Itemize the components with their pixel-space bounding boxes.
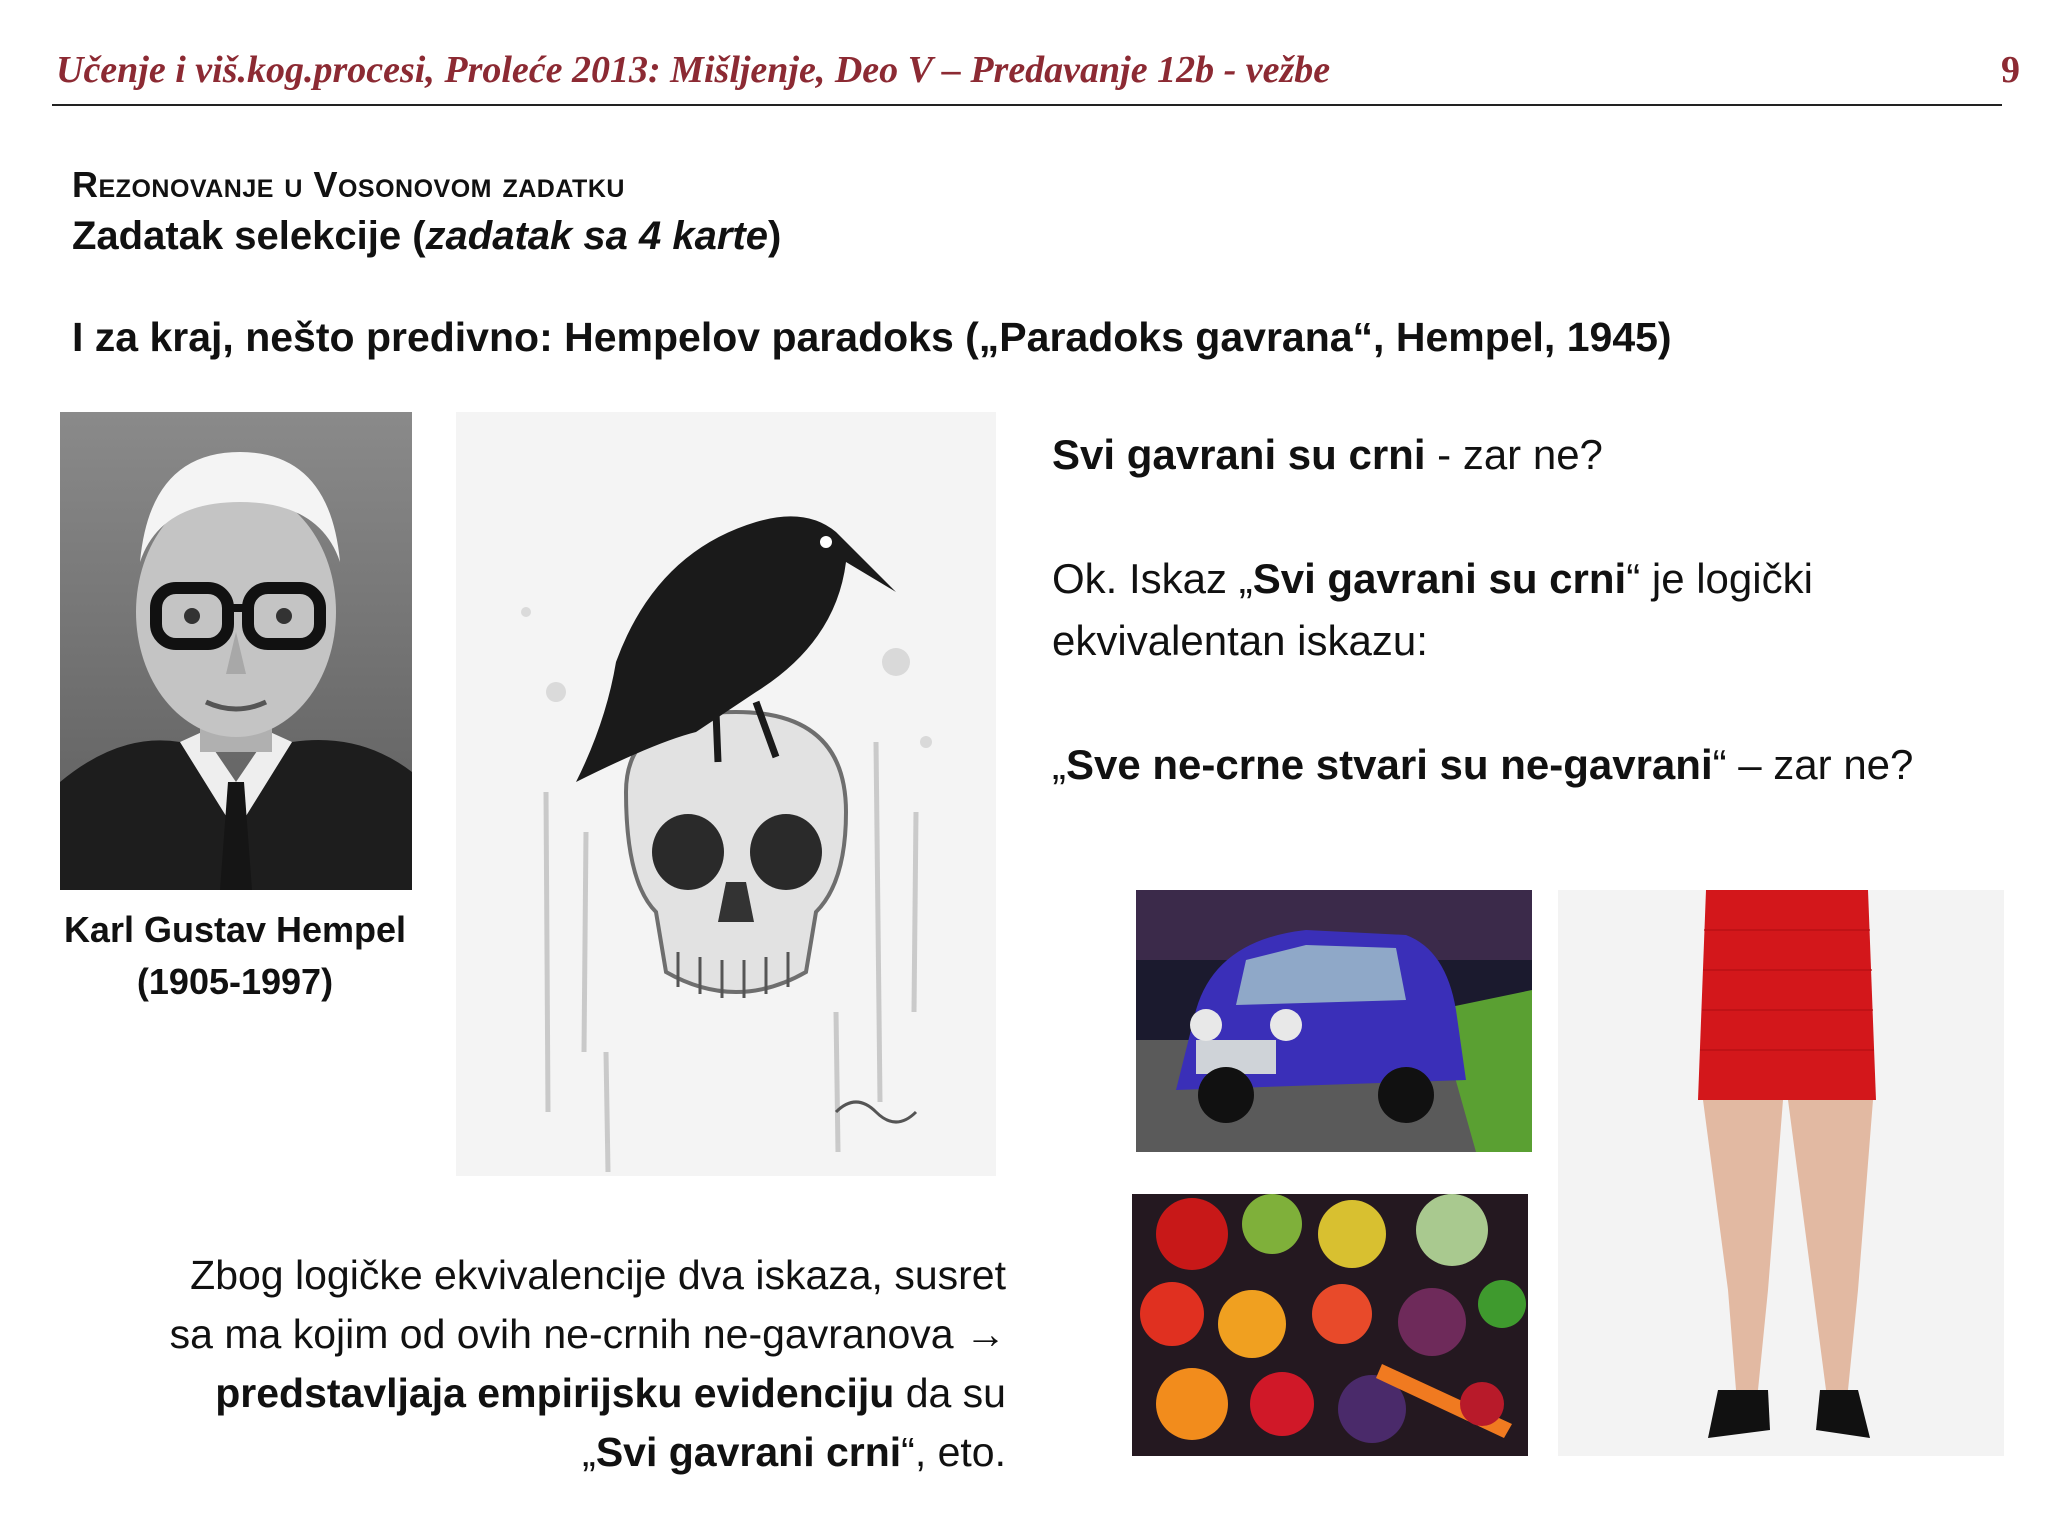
line4b-bold: Svi gavrani crni [595,1429,902,1475]
statement-line-1 [1052,424,1603,486]
header-divider [52,104,2002,106]
caption-years: (1905-1997) [136,961,334,1002]
statement-bold: Svi gavrani su crni [1052,431,1426,478]
line2-post: “ je logički [1626,555,1813,602]
produce-illustration [1132,1194,1528,1456]
conclusion-line-3 [90,1364,1006,1423]
red-skirt-photo [1558,890,2004,1456]
conclusion-rest: da su [894,1370,1006,1416]
statement-rest: - zar ne? [1425,431,1603,478]
main-heading: I za kraj, nešto predivno: Hempelov paradoks („Paradoks gavrana“, Hempel, 1945) [72,314,1672,360]
subheading-prefix: Zadatak selekcije ( [72,214,426,258]
conclusion-line-4 [90,1423,1006,1482]
crow-skull-illustration [456,412,996,1176]
slide-header-title: Učenje i viš.kog.procesi, Proleće 2013: Mišljenje, Deo V – Predavanje 12b - vežbe [56,49,1331,91]
subheading-suffix: ) [768,214,782,258]
conclusion-bold: predstavljaja empirijsku evidenciju [215,1370,895,1416]
statement-line-2 [1052,548,1813,610]
blue-car-photo [1136,890,1532,1152]
portrait-caption [50,904,420,1008]
car-illustration [1136,890,1532,1152]
conclusion-line-1: Zbog logičke ekvivalencije dva iskaza, susret [190,1252,1006,1298]
conclusion-line-2: sa ma kojim od ovih ne-crnih ne-gavranova → [169,1311,1006,1357]
line2-bold: Svi gavrani su crni [1252,555,1627,602]
hempel-portrait-photo [60,412,412,890]
line4-bold: Sve ne-crne stvari su ne-gavrani [1066,741,1713,788]
statement-line-4 [1052,734,1913,796]
line4b-post: “, eto. [901,1429,1006,1475]
section-subheading [72,214,781,259]
statement-line-3: ekvivalentan iskazu: [1052,617,1428,664]
line4-pre: „ [1052,741,1066,788]
crow-skull-drawing [456,412,996,1176]
conclusion-paragraph [90,1246,1006,1482]
section-heading: Rezonovanje u Vosonovom zadatku [72,164,625,205]
line2-pre: Ok. Iskaz „ [1052,555,1253,602]
page-number: 9 [2001,49,2020,91]
caption-name: Karl Gustav Hempel [63,909,407,950]
subheading-italic: zadatak sa 4 karte [425,214,768,258]
line4-post: “ – zar ne? [1712,741,1914,788]
fruit-vegetables-photo [1132,1194,1528,1456]
line4b-pre: „ [582,1429,596,1475]
skirt-illustration [1558,890,2004,1456]
portrait-illustration [60,412,412,890]
